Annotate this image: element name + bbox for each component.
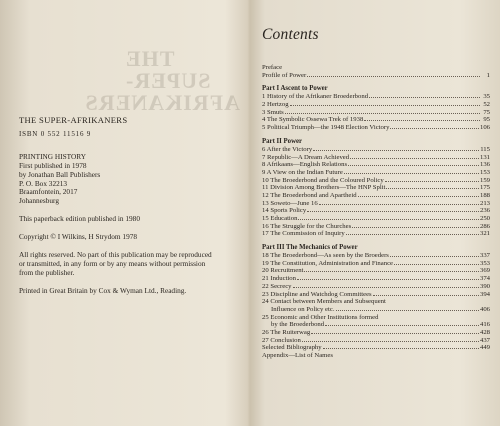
- toc-entry-page: 353: [479, 259, 490, 267]
- leader-dots: [336, 310, 479, 311]
- toc-entry-title: 20 Recruitment: [262, 267, 304, 275]
- copyright: Copyright © I Wilkins, H Strydom 1978: [19, 232, 138, 242]
- toc-entry-title: 11 Division Among Brothers—The HNP Split: [262, 184, 386, 192]
- table-of-contents: [262, 64, 490, 360]
- toc-entry: [262, 207, 490, 215]
- toc-entry: [262, 283, 490, 291]
- toc-entry: [262, 154, 490, 162]
- toc-entry: [262, 230, 490, 238]
- rights-line: All rights reserved. No part of this publication may be reproduced: [19, 250, 212, 260]
- show-through-title: THE SUPER-AFRIKANERS: [84, 46, 240, 115]
- toc-entry-title: 12 The Broederbond and Apartheid: [262, 191, 357, 199]
- leader-dots: [390, 256, 479, 257]
- toc-entry: [262, 215, 490, 223]
- toc-part-heading: Part II Power: [262, 137, 303, 145]
- toc-entry-title: 24 Contact between Members and Subsequent: [262, 298, 386, 306]
- toc-entry: [262, 146, 490, 154]
- toc-entry-title: Influence on Policy etc.: [271, 305, 335, 313]
- leader-dots: [350, 158, 479, 159]
- toc-entry-page: 153: [479, 168, 490, 176]
- leader-dots: [385, 181, 479, 182]
- toc-entry-page: 213: [479, 199, 490, 207]
- toc-entry-title: 5 Political Triumph—the 1948 Election Victory: [262, 124, 390, 132]
- toc-entry: [262, 72, 490, 80]
- toc-entry: [262, 321, 490, 329]
- toc-entry-page: 406: [479, 305, 490, 313]
- toc-entry-title: 3 Smuts: [262, 108, 284, 116]
- leader-dots: [285, 113, 480, 114]
- toc-entry-title: 1 History of the Afrikaner Broederbond: [262, 93, 369, 101]
- toc-entry: [262, 64, 490, 72]
- toc-entry-page: 175: [479, 184, 490, 192]
- toc-entry-page: 449: [479, 344, 490, 352]
- toc-entry-title: 19 The Constitution, Administration and Finance: [262, 259, 394, 267]
- printing-history-line: by Jonathan Ball Publishers: [19, 169, 101, 179]
- toc-entry-page: 75: [483, 108, 490, 116]
- toc-entry-page: 115: [480, 145, 490, 153]
- toc-entry-title: 9 A View on the Indian Future: [262, 168, 343, 176]
- toc-entry-page: 236: [479, 207, 490, 215]
- toc-entry: [262, 109, 490, 117]
- leader-dots: [364, 120, 480, 121]
- toc-entry-title: 22 Secrecy: [262, 282, 292, 290]
- toc-entry-page: 35: [483, 93, 490, 101]
- toc-entry-page: 416: [479, 321, 490, 329]
- toc-entry-page: 159: [479, 176, 490, 184]
- toc-entry-title: Preface: [262, 64, 283, 71]
- rights-notice: [19, 251, 234, 278]
- toc-entry-title: 27 Conclusion: [262, 336, 301, 344]
- leader-dots: [373, 295, 479, 296]
- toc-entry-title: 2 Hertzog: [262, 101, 289, 109]
- toc-entry: [262, 267, 490, 275]
- leader-dots: [386, 188, 479, 189]
- toc-entry-title: 10 The Broederbond and the Coloured Policy: [262, 176, 384, 184]
- leader-dots: [290, 105, 480, 106]
- toc-entry-title: 21 Induction: [262, 275, 296, 283]
- toc-entry: [262, 116, 490, 124]
- leader-dots: [297, 279, 479, 280]
- toc-entry-title: Appendix—List of Names: [262, 352, 333, 359]
- toc-entry-title: 26 The Ruiterwag: [262, 328, 311, 336]
- toc-entry-title: 23 Discipline and Watchdog Committees: [262, 290, 372, 298]
- isbn: ISBN 0 552 11516 9: [19, 129, 92, 138]
- toc-entry: [262, 161, 490, 169]
- toc-entry-page: 390: [479, 282, 490, 290]
- toc-entry-title: 14 Sports Policy: [262, 207, 307, 215]
- toc-entry: [262, 252, 490, 260]
- toc-entry: [262, 200, 490, 208]
- toc-entry-page: 428: [479, 328, 490, 336]
- leader-dots: [344, 173, 479, 174]
- toc-entry: [262, 223, 490, 231]
- toc-entry-page: 369: [479, 267, 490, 275]
- toc-entry-page: 394: [479, 290, 490, 298]
- toc-entry-title: 13 Soweto—June 16: [262, 199, 318, 207]
- leader-dots: [302, 341, 479, 342]
- toc-entry-page: 437: [479, 336, 490, 344]
- toc-entry-page: 106: [479, 124, 490, 132]
- toc-entry: [262, 314, 490, 322]
- toc-entry-title: 4 The Symbolic Ossewa Trek of 1938: [262, 116, 364, 124]
- rights-line: or transmitted, in any form or by any means without permission: [19, 258, 206, 268]
- leader-dots: [394, 264, 479, 265]
- toc-entry-page: 1: [486, 71, 490, 79]
- left-page: [0, 0, 248, 426]
- leader-dots: [319, 204, 479, 205]
- toc-entry: [262, 275, 490, 283]
- printing-history-line: Braamfontein, 2017: [19, 187, 78, 197]
- printer-note: Printed in Great Britain by Cox & Wyman Ltd., Reading.: [19, 285, 187, 295]
- toc-entry: [262, 337, 490, 345]
- toc-entry-title: 6 After the Victory: [262, 145, 313, 153]
- toc-entry-title: 16 The Struggle for the Churches: [262, 222, 352, 230]
- toc-entry: [262, 344, 490, 352]
- toc-entry-page: 131: [479, 153, 490, 161]
- toc-entry: [262, 298, 490, 306]
- toc-entry-title: 25 Economic and Other Institutions formed: [262, 313, 379, 321]
- toc-entry: [262, 93, 490, 101]
- printing-history-line: PRINTING HISTORY: [19, 151, 86, 161]
- imprint-block: [19, 116, 234, 305]
- leader-dots: [313, 150, 479, 151]
- leader-dots: [369, 97, 480, 98]
- leader-dots: [298, 219, 478, 220]
- toc-entry-page: 52: [483, 101, 490, 109]
- leader-dots: [352, 227, 479, 228]
- toc-entry-page: 188: [479, 191, 490, 199]
- toc-entry: [262, 101, 490, 109]
- toc-entry-page: 136: [479, 161, 490, 169]
- toc-entry-page: 374: [479, 275, 490, 283]
- toc-entry-title: 17 The Commission of Inquiry: [262, 230, 345, 238]
- rights-line: from the publisher.: [19, 267, 75, 277]
- leader-dots: [304, 271, 479, 272]
- toc-entry-title: by the Broederbond: [271, 321, 325, 329]
- toc-entry-title: 7 Republic—A Dream Achieved: [262, 153, 350, 161]
- toc-entry-page: 321: [479, 230, 490, 238]
- toc-entry-title: 15 Education: [262, 215, 298, 222]
- toc-entry: [262, 177, 490, 185]
- leader-dots: [358, 196, 479, 197]
- leader-dots: [311, 333, 479, 334]
- leader-dots: [390, 128, 479, 129]
- printing-history-line: First published in 1978: [19, 160, 87, 170]
- toc-part-heading: Part I Ascent to Power: [262, 85, 328, 93]
- toc-entry: [262, 169, 490, 177]
- book-title: THE SUPER-AFRIKANERS: [19, 115, 128, 125]
- printing-history: [19, 153, 234, 206]
- toc-entry-title: Profile of Power: [262, 71, 307, 79]
- toc-entry-title: 18 The Broederbond—As seen by the Broeders: [262, 252, 389, 260]
- toc-entry: [262, 184, 490, 192]
- contents-title: Contents: [262, 26, 319, 43]
- toc-entry: [262, 352, 490, 360]
- toc-part-heading: Part III The Mechanics of Power: [262, 244, 358, 252]
- toc-entry-page: 286: [479, 222, 490, 230]
- toc-entry: [262, 291, 490, 299]
- leader-dots: [346, 234, 479, 235]
- toc-entry: [262, 192, 490, 200]
- leader-dots: [307, 211, 479, 212]
- toc-entry: [262, 306, 490, 314]
- leader-dots: [348, 165, 479, 166]
- toc-entry-title: 8 Afrikaans—English Relations: [262, 161, 348, 169]
- paperback-edition: This paperback edition published in 1980: [19, 214, 140, 224]
- toc-entry-title: Selected Bibliography: [262, 344, 322, 352]
- printing-history-line: P. O. Box 32213: [19, 178, 68, 188]
- leader-dots: [325, 325, 479, 326]
- toc-entry-page: 250: [479, 215, 490, 222]
- toc-entry: [262, 260, 490, 268]
- leader-dots: [293, 287, 479, 288]
- printing-history-line: Johannesburg: [19, 196, 59, 206]
- toc-entry: [262, 329, 490, 337]
- right-page: [250, 0, 500, 426]
- toc-entry-page: 337: [479, 252, 490, 260]
- leader-dots: [323, 348, 479, 349]
- leader-dots: [307, 76, 480, 77]
- toc-entry: [262, 124, 490, 132]
- toc-entry-page: 95: [483, 116, 490, 124]
